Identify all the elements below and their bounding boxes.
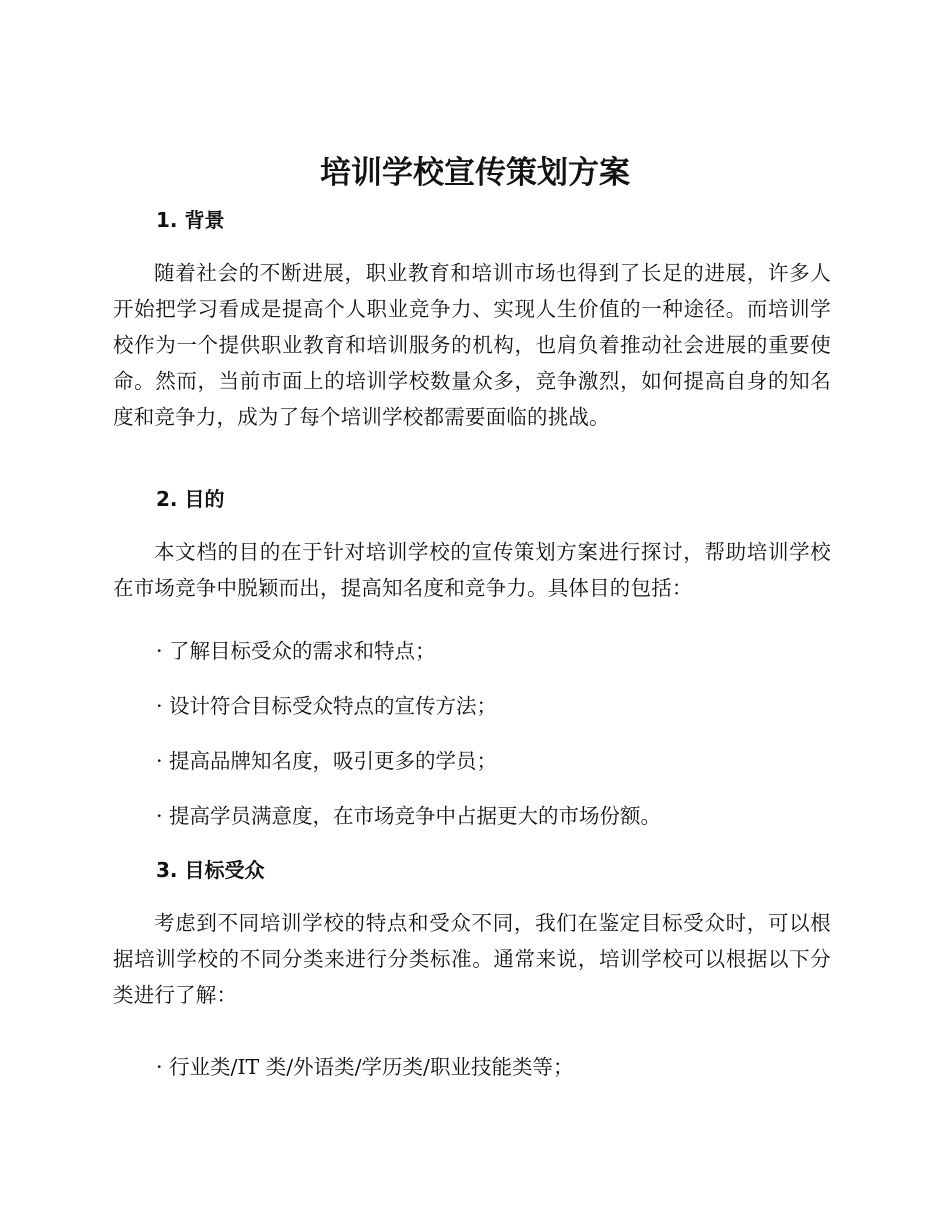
section-paragraph-audience: 考虑到不同培训学校的特点和受众不同，我们在鉴定目标受众时，可以根据培训学校的不同分类来进行分类标准。通常来说，培训学校可以根据以下分类进行了解： <box>113 911 831 1007</box>
section-paragraph-purpose: 本文档的目的在于针对培训学校的宣传策划方案进行探讨，帮助培训学校在市场竞争中脱颖而出，提高知名度和竞争力。具体目的包括： <box>113 540 831 600</box>
list-item: · 提高品牌知名度，吸引更多的学员； <box>156 749 498 773</box>
section-heading-audience: 3. 目标受众 <box>156 858 265 882</box>
list-item: · 设计符合目标受众特点的宣传方法； <box>156 694 498 718</box>
list-item: · 提高学员满意度，在市场竞争中占据更大的市场份额。 <box>156 804 662 828</box>
list-item: · 行业类/IT 类/外语类/学历类/职业技能类等； <box>156 1055 574 1079</box>
section-heading-purpose: 2. 目的 <box>156 487 225 511</box>
section-heading-background: 1. 背景 <box>156 208 225 232</box>
list-item: · 了解目标受众的需求和特点； <box>156 639 436 663</box>
section-paragraph-background: 随着社会的不断进展，职业教育和培训市场也得到了长足的进展，许多人开始把学习看成是提高个人职业竞争力、实现人生价值的一种途径。而培训学校作为一个提供职业教育和培训服务的机构，也肩负着推动社会进展的重要使命。然而，当前市面上的培训学校数量众多，竞争激烈，如何提高自身的知名度和竞争力，成为了每个培训学校都需要面临的挑战。 <box>113 261 831 429</box>
document-title: 培训学校宣传策划方案 <box>320 155 630 191</box>
